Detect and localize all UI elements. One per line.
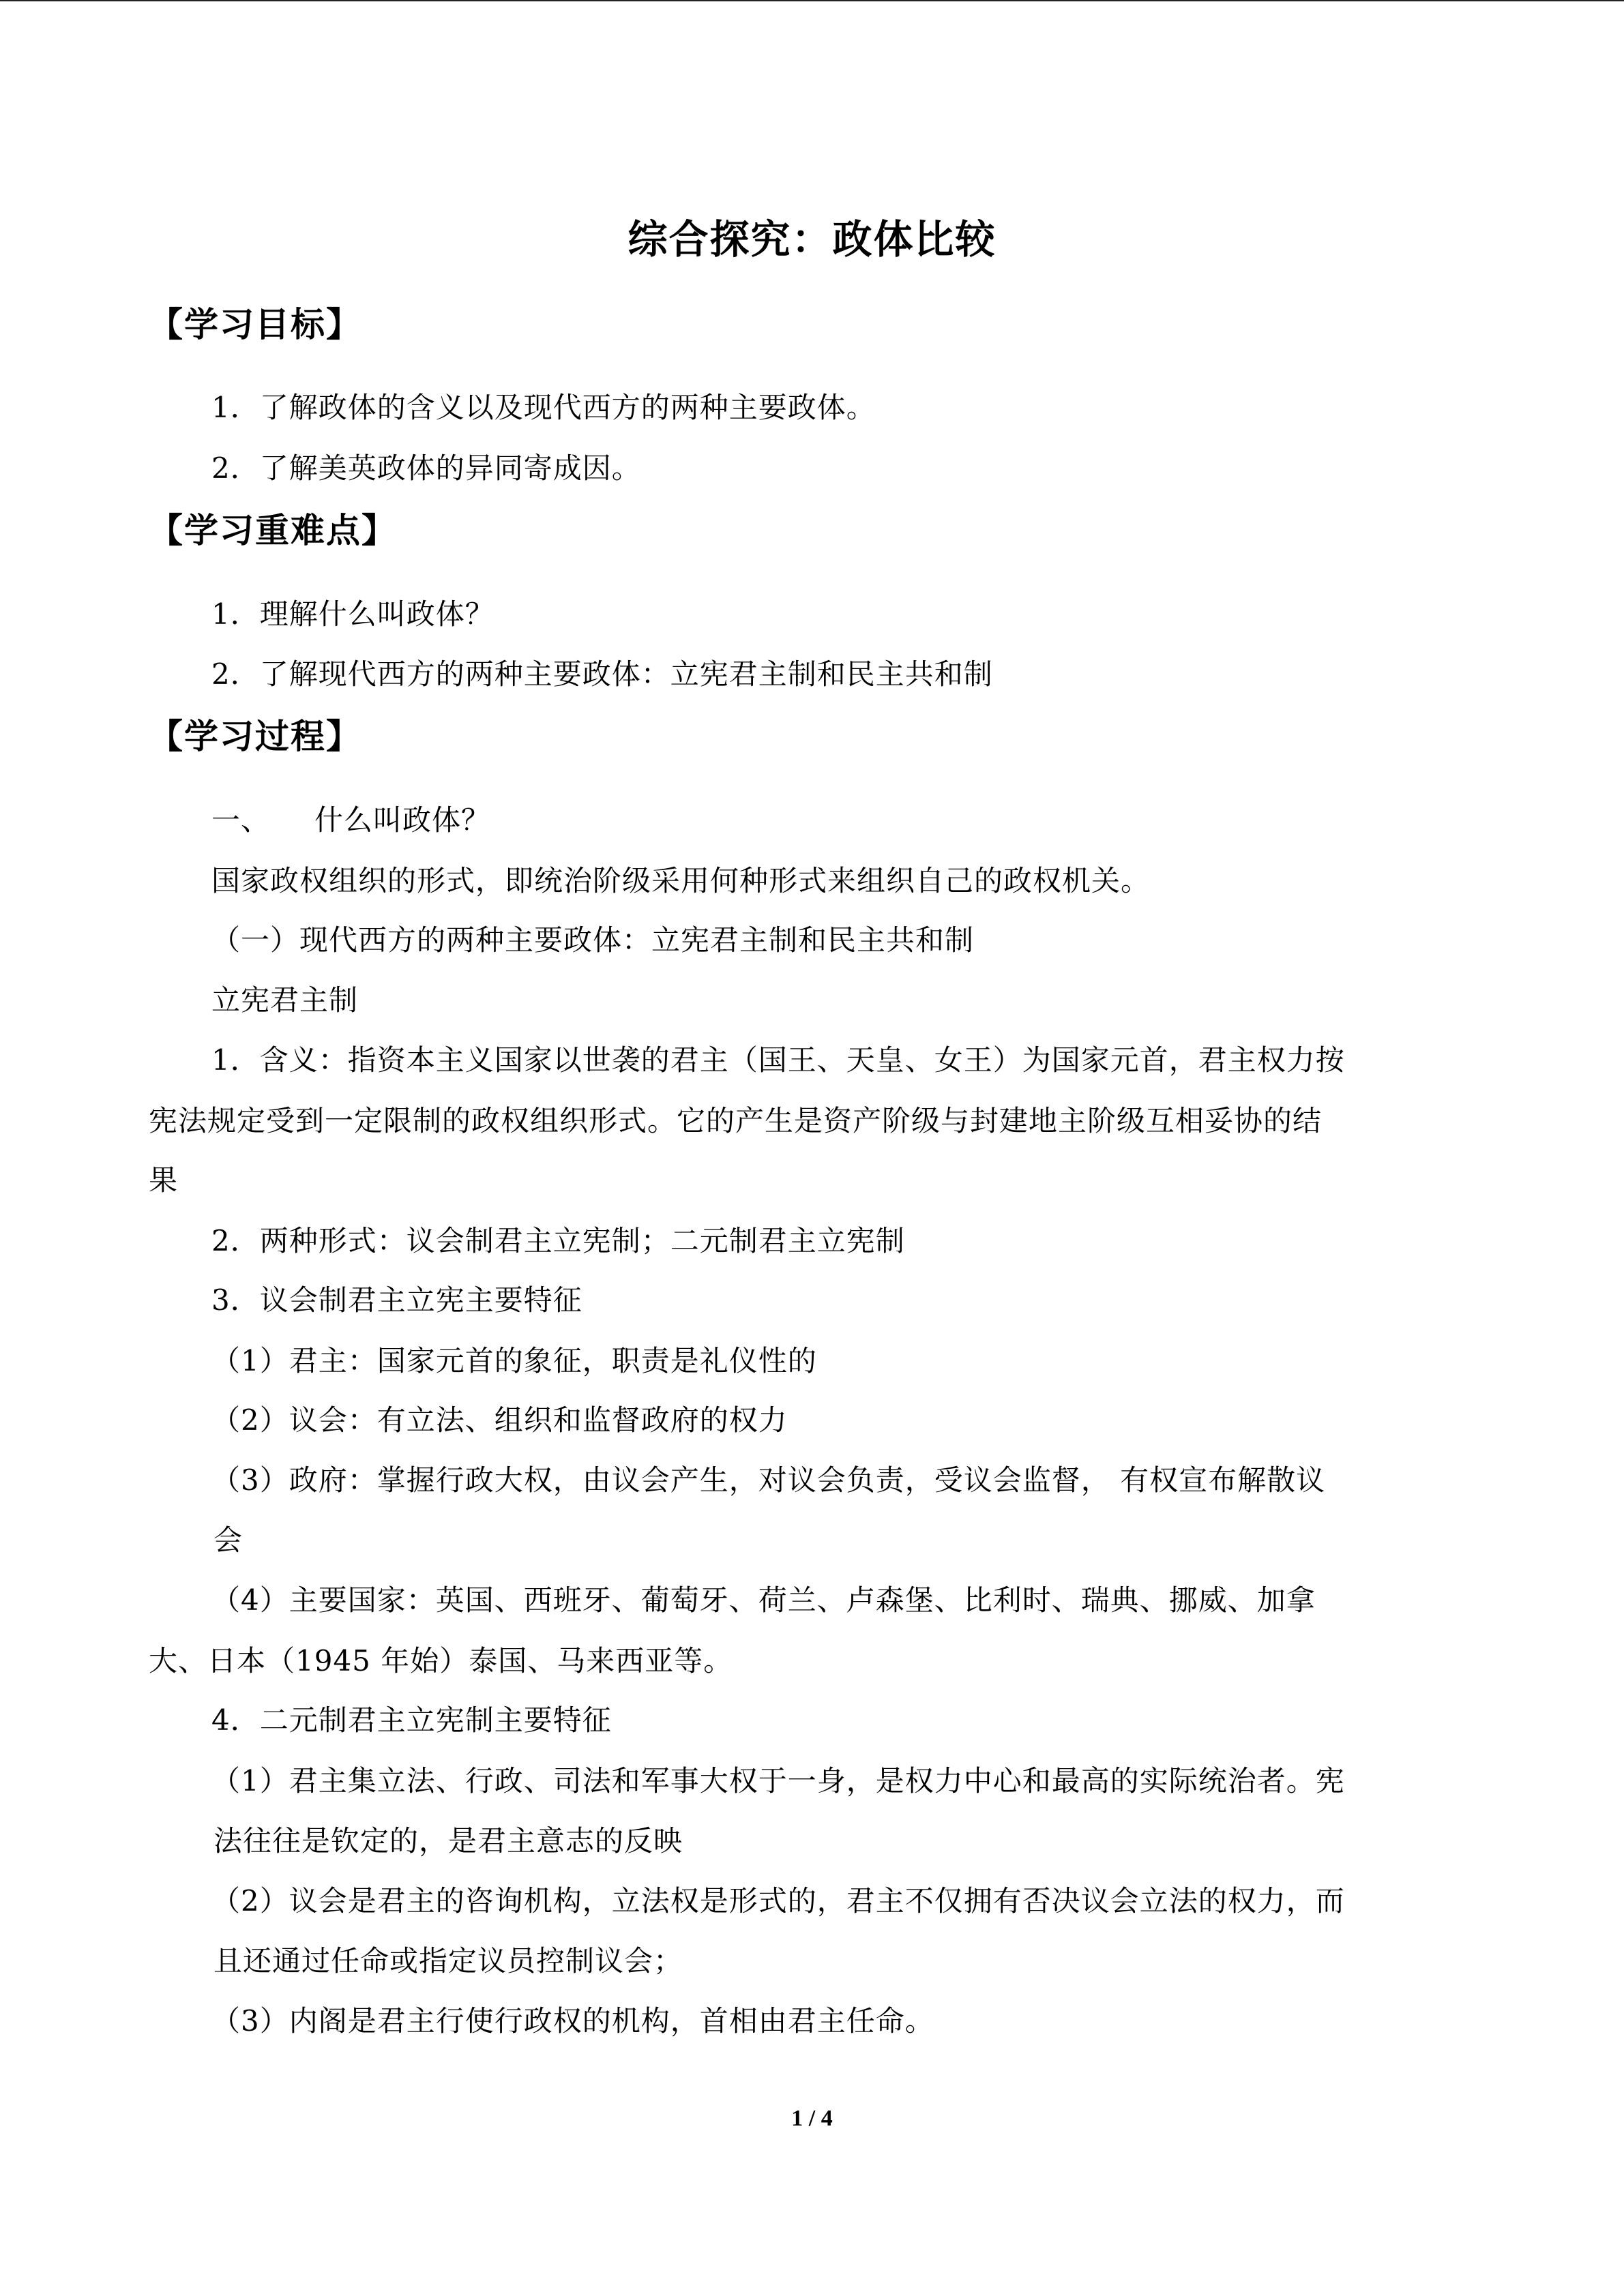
- process-line: 4．二元制君主立宪制主要特征: [211, 1703, 612, 1737]
- process-line: 一、 什么叫政体？: [211, 803, 491, 837]
- process-line: （一）现代西方的两种主要政体：立宪君主制和民主共和制: [211, 923, 975, 957]
- process-line: 宪法规定受到一定限制的政权组织形式。它的产生是资产阶级与封建地主阶级互相妥协的结: [149, 1104, 1323, 1137]
- process-line: 法往往是钦定的，是君主意志的反映: [213, 1824, 683, 1858]
- process-line: 且还通过任命或指定议员控制议会；: [213, 1944, 683, 1978]
- process-line: （3）政府：掌握行政大权，由议会产生，对议会负责，受议会监督， 有权宣布解散议: [211, 1463, 1326, 1497]
- process-line: 2．两种形式：议会制君主立宪制；二元制君主立宪制: [211, 1224, 905, 1257]
- learning-goals-heading: 【学习目标】: [149, 305, 361, 344]
- key-point-item-1: 1．理解什么叫政体？: [211, 597, 494, 631]
- goal-item-1: 1．了解政体的含义以及现代西方的两种主要政体。: [211, 391, 876, 424]
- document-title: 综合探究：政体比较: [628, 216, 996, 263]
- process-line: （2）议会是君主的咨询机构，立法权是形式的，君主不仅拥有否决议会立法的权力，而: [211, 1884, 1345, 1918]
- process-line: （1）君主集立法、行政、司法和军事大权于一身，是权力中心和最高的实际统治者。宪: [211, 1764, 1345, 1798]
- key-point-item-2: 2．了解现代西方的两种主要政体：立宪君主制和民主共和制: [211, 657, 993, 691]
- page-number: 1 / 4: [791, 2106, 833, 2131]
- process-line: （1）君主：国家元首的象征，职责是礼仪性的: [211, 1344, 817, 1377]
- process-line: 1．含义：指资本主义国家以世袭的君主（国王、天皇、女王）为国家元首，君主权力按: [211, 1043, 1345, 1077]
- process-line: 立宪君主制: [211, 983, 359, 1017]
- process-line: （4）主要国家：英国、西班牙、葡萄牙、荷兰、卢森堡、比利时、瑞典、挪威、加拿: [211, 1583, 1316, 1617]
- process-line: （2）议会：有立法、组织和监督政府的权力: [211, 1403, 788, 1437]
- key-points-heading: 【学习重难点】: [149, 511, 397, 550]
- process-line: 果: [149, 1163, 179, 1197]
- process-line: （3）内阁是君主行使行政权的机构，首相由君主任命。: [211, 2004, 934, 2038]
- process-line: 会: [213, 1523, 243, 1557]
- process-line: 国家政权组织的形式，即统治阶级采用何种形式来组织自己的政权机关。: [211, 864, 1151, 897]
- process-line: 3．议会制君主立宪主要特征: [211, 1283, 582, 1317]
- goal-item-2: 2．了解美英政体的异同寄成因。: [211, 451, 641, 485]
- learning-process-heading: 【学习过程】: [149, 717, 361, 756]
- process-line: 大、日本（1945 年始）泰国、马来西亚等。: [149, 1644, 733, 1678]
